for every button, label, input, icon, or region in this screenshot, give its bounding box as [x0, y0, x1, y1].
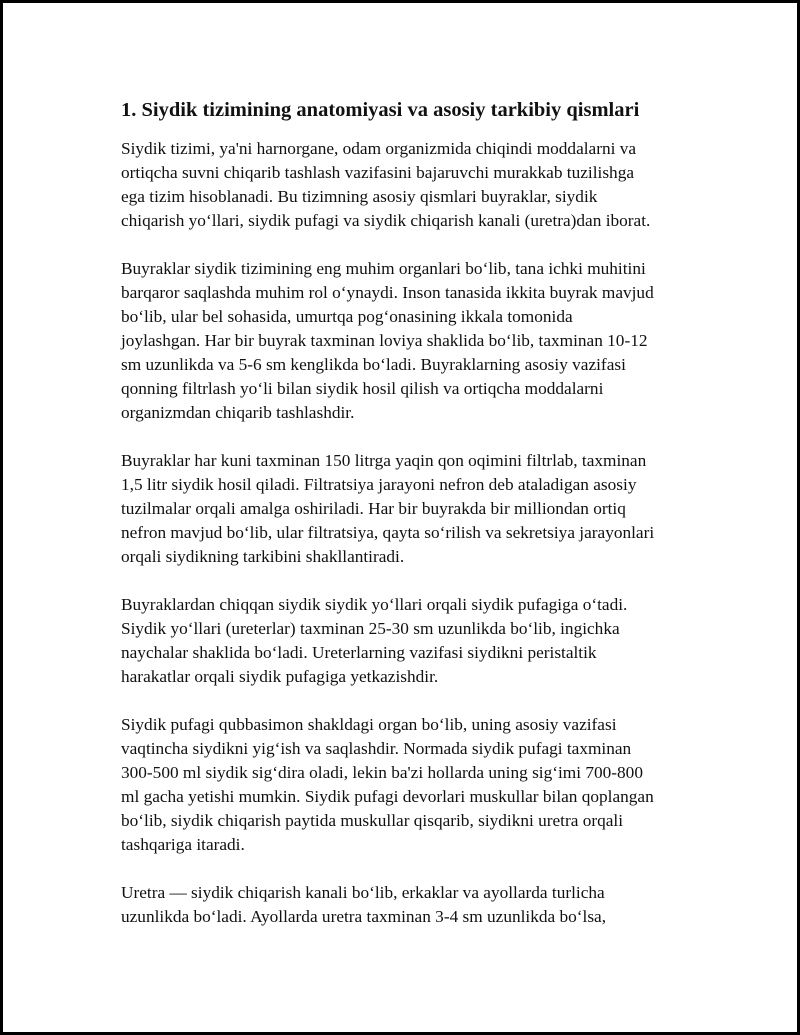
paragraph-line: orqali siydikning tarkibini shakllantiradi.	[121, 547, 405, 566]
section-heading: 1. Siydik tizimining anatomiyasi va asosiy tarkibiy qismlari	[121, 99, 640, 121]
paragraph-line: ml gacha yetishi mumkin. Siydik pufagi devorlari muskullar bilan qoplangan	[121, 787, 654, 806]
paragraph-line: Buyraklardan chiqqan siydik siydik yo‘llari orqali siydik pufagiga o‘tadi.	[121, 595, 628, 614]
paragraph-line: sm uzunlikda va 5-6 sm kenglikda bo‘ladi. Buyraklarning asosiy vazifasi	[121, 355, 626, 374]
paragraph-line: barqaror saqlashda muhim rol o‘ynaydi. Inson tanasida ikkita buyrak mavjud	[121, 283, 654, 302]
paragraph-line: naychalar shaklida bo‘ladi. Ureterlarning vazifasi siydikni peristaltik	[121, 643, 597, 662]
paragraph-line: tashqariga itaradi.	[121, 835, 245, 854]
body-paragraph	[121, 137, 693, 233]
body-paragraph	[121, 257, 693, 425]
paragraph-list	[121, 137, 693, 929]
paragraph-line: 300-500 ml siydik sig‘dira oladi, lekin ba'zi hollarda uning sig‘imi 700-800	[121, 763, 643, 782]
paragraph-line: Uretra — siydik chiqarish kanali bo‘lib, erkaklar va ayollarda turlicha	[121, 883, 605, 902]
body-paragraph	[121, 881, 693, 929]
paragraph-line: Siydik tizimi, ya'ni harnorgane, odam organizmida chiqindi moddalarni va	[121, 139, 637, 158]
paragraph-line: organizmdan chiqarib tashlashdir.	[121, 403, 355, 422]
paragraph-line: uzunlikda bo‘ladi. Ayollarda uretra taxminan 3-4 sm uzunlikda bo‘lsa,	[121, 907, 607, 926]
body-paragraph	[121, 449, 693, 569]
paragraph-line: Buyraklar siydik tizimining eng muhim organlari bo‘lib, tana ichki muhitini	[121, 259, 646, 278]
paragraph-line: bo‘lib, siydik chiqarish paytida muskullar qisqarib, siydikni uretra orqali	[121, 811, 624, 830]
document-body	[121, 95, 693, 953]
paragraph-line: qonning filtrlash yo‘li bilan siydik hosil qilish va ortiqcha moddalarni	[121, 379, 604, 398]
paragraph-line: ortiqcha suvni chiqarib tashlash vazifasini bajaruvchi murakkab tuzilishga	[121, 163, 635, 182]
body-paragraph	[121, 713, 693, 857]
paragraph-line: bo‘lib, ular bel sohasida, umurtqa pog‘onasining ikkala tomonida	[121, 307, 573, 326]
paragraph-line: Siydik pufagi qubbasimon shakldagi organ bo‘lib, uning asosiy vazifasi	[121, 715, 617, 734]
paragraph-line: ega tizim hisoblanadi. Bu tizimning asosiy qismlari buyraklar, siydik	[121, 187, 598, 206]
paragraph-line: joylashgan. Har bir buyrak taxminan loviya shaklida bo‘lib, taxminan 10-12	[121, 331, 648, 350]
paragraph-line: 1,5 litr siydik hosil qiladi. Filtratsiya jarayoni nefron deb ataladigan asosiy	[121, 475, 637, 494]
body-paragraph	[121, 593, 693, 689]
paragraph-line: harakatlar orqali siydik pufagiga yetkazishdir.	[121, 667, 439, 686]
paragraph-line: nefron mavjud bo‘lib, ular filtratsiya, qayta so‘rilish va sekretsiya jarayonlari	[121, 523, 655, 542]
paragraph-line: chiqarish yo‘llari, siydik pufagi va siydik chiqarish kanali (uretra)dan iborat.	[121, 211, 651, 230]
paragraph-line: tuzilmalar orqali amalga oshiriladi. Har bir buyrakda bir milliondan ortiq	[121, 499, 626, 518]
paragraph-line: Siydik yo‘llari (ureterlar) taxminan 25-30 sm uzunlikda bo‘lib, ingichka	[121, 619, 620, 638]
paragraph-line: Buyraklar har kuni taxminan 150 litrga yaqin qon oqimini filtrlab, taxminan	[121, 451, 647, 470]
paragraph-line: vaqtincha siydikni yig‘ish va saqlashdir. Normada siydik pufagi taxminan	[121, 739, 632, 758]
